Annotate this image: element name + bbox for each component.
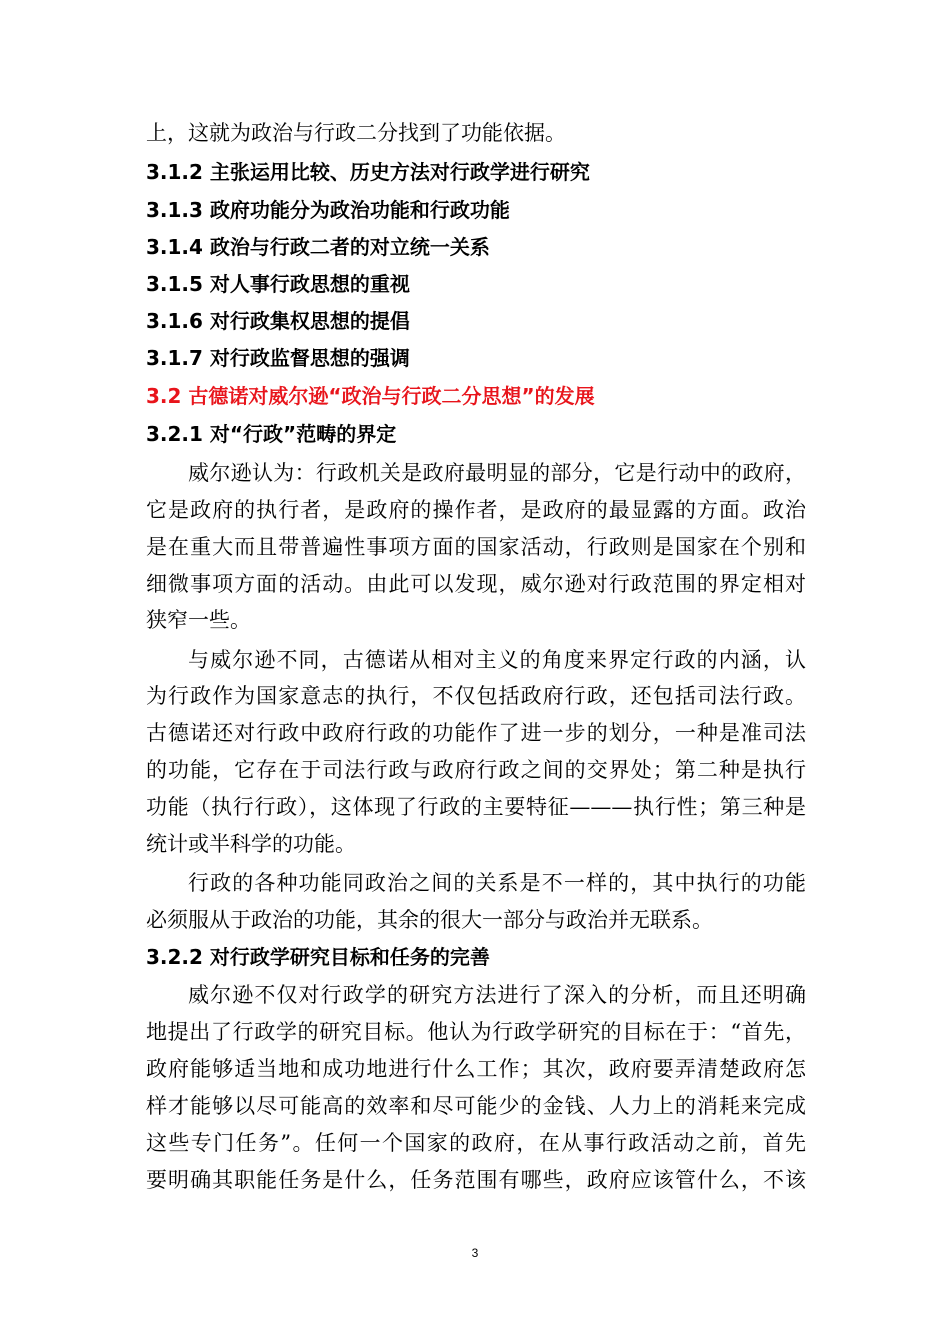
paragraph-line: 与威尔逊不同，古德诺从相对主义的角度来界定行政的内涵，认 — [188, 648, 806, 672]
paragraph-line: 为行政作为国家意志的执行，不仅包括政府行政，还包括司法行政。 — [146, 684, 806, 708]
paragraph-line: 的功能，它存在于司法行政与政府行政之间的交界处；第二种是执行 — [146, 758, 806, 782]
section-heading: 3.2.1 对“行政”范畴的界定 — [146, 422, 397, 446]
section-heading: 3.1.6 对行政集权思想的提倡 — [146, 309, 410, 333]
paragraph-line: 必须服从于政治的功能，其余的很大一部分与政治并无联系。 — [146, 908, 713, 932]
paragraph-line: 政府能够适当地和成功地进行什么工作；其次，政府要弄清楚政府怎 — [146, 1057, 806, 1081]
paragraph-line: 要明确其职能任务是什么，任务范围有哪些，政府应该管什么，不该 — [146, 1168, 806, 1192]
page-number: 3 — [471, 1246, 479, 1260]
paragraph-line: 古德诺还对行政中政府行政的功能作了进一步的划分，一种是准司法 — [146, 721, 806, 745]
paragraph-line: 统计或半科学的功能。 — [146, 832, 356, 856]
section-heading: 3.1.4 政治与行政二者的对立统一关系 — [146, 235, 490, 259]
paragraph-line: 上，这就为政治与行政二分找到了功能依据。 — [146, 121, 566, 145]
section-heading: 3.1.3 政府功能分为政治功能和行政功能 — [146, 198, 510, 222]
paragraph-line: 样才能够以尽可能高的效率和尽可能少的金钱、人力上的消耗来完成 — [146, 1094, 806, 1118]
section-heading-red: 3.2 古德诺对威尔逊“政治与行政二分思想”的发展 — [146, 384, 595, 408]
paragraph-line: 功能（执行行政），这体现了行政的主要特征———执行性；第三种是 — [146, 795, 806, 819]
paragraph-line: 地提出了行政学的研究目标。他认为行政学研究的目标在于：“首先， — [146, 1020, 806, 1044]
paragraph-line: 威尔逊认为：行政机关是政府最明显的部分，它是行动中的政府， — [188, 461, 806, 485]
paragraph-line: 威尔逊不仅对行政学的研究方法进行了深入的分析，而且还明确 — [188, 983, 806, 1007]
paragraph-line: 行政的各种功能同政治之间的关系是不一样的，其中执行的功能 — [188, 871, 806, 895]
section-heading: 3.2.2 对行政学研究目标和任务的完善 — [146, 945, 490, 969]
paragraph-line: 这些专门任务”。任何一个国家的政府，在从事行政活动之前，首先 — [146, 1131, 806, 1155]
paragraph-line: 狭窄一些。 — [146, 608, 251, 632]
paragraph-line: 是在重大而且带普遍性事项方面的国家活动，行政则是国家在个别和 — [146, 535, 806, 559]
paragraph-line: 细微事项方面的活动。由此可以发现，威尔逊对行政范围的界定相对 — [146, 572, 806, 596]
section-heading: 3.1.7 对行政监督思想的强调 — [146, 346, 410, 370]
section-heading: 3.1.2 主张运用比较、历史方法对行政学进行研究 — [146, 160, 590, 184]
section-heading: 3.1.5 对人事行政思想的重视 — [146, 272, 410, 296]
paragraph-line: 它是政府的执行者，是政府的操作者，是政府的最显露的方面。政治 — [146, 498, 806, 522]
